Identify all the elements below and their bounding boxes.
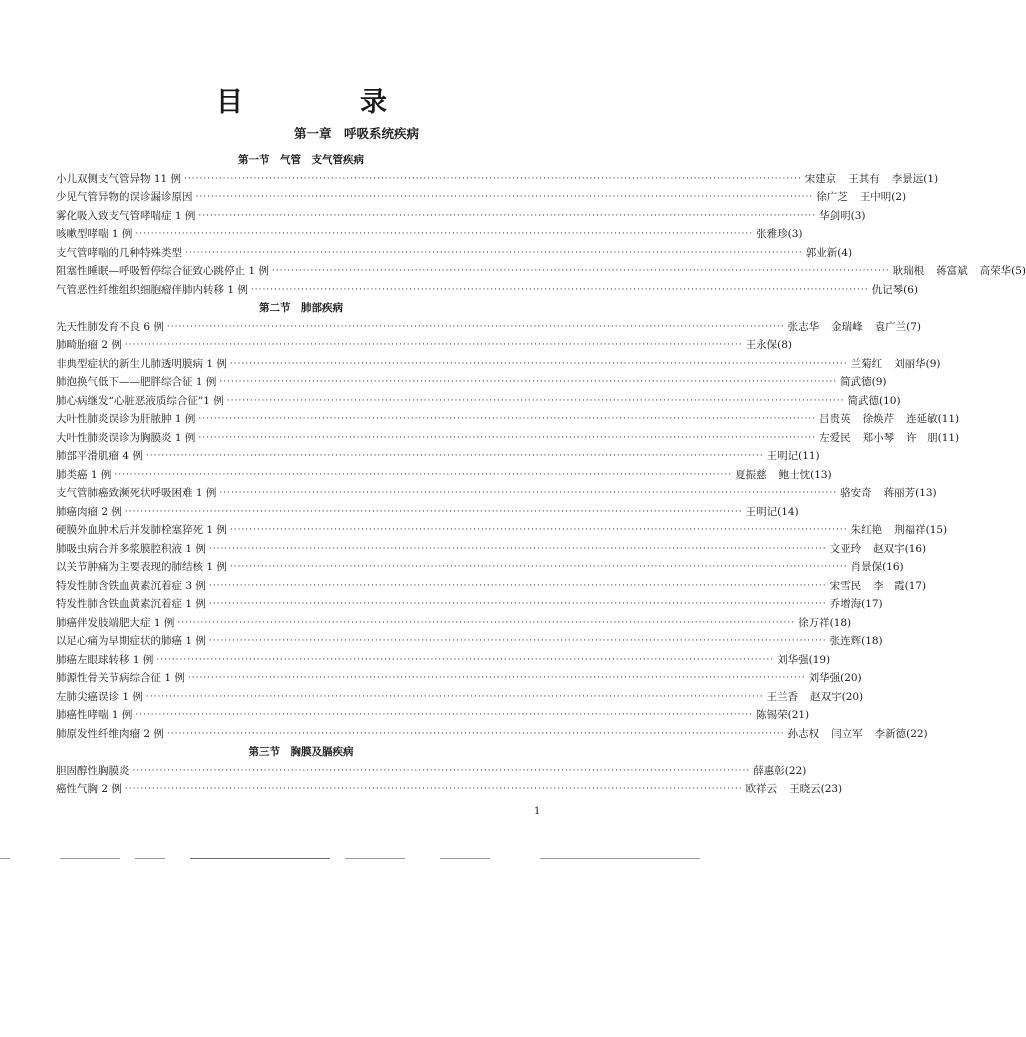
- author-name: 徐万祥(18): [798, 616, 852, 629]
- dot-leader: ································································································································································: [198, 414, 817, 424]
- page-title: [0, 80, 713, 116]
- chapter-heading: 第一章 呼吸系统疾病: [293, 126, 419, 141]
- entry-authors: [819, 429, 959, 448]
- entry-authors: [756, 706, 809, 725]
- toc-entry: [56, 336, 792, 355]
- dot-leader: ································································································································································: [219, 377, 838, 387]
- toc-entry: [56, 484, 937, 503]
- section-heading: 第二节 肺部疾病: [259, 302, 343, 314]
- entry-authors: [830, 632, 883, 651]
- toc-entry: [56, 244, 853, 263]
- entry-authors: [805, 170, 938, 189]
- title-char-2: 录: [360, 87, 387, 118]
- dot-leader: ································································································································································: [145, 691, 764, 702]
- author-name: 袁广兰(7): [874, 320, 921, 333]
- author-name: 刘丽华(9): [894, 357, 941, 370]
- toc-entry: [56, 780, 843, 799]
- author-name: 李景远(1): [891, 172, 939, 185]
- author-name: 骆安奇: [840, 487, 872, 499]
- entry-title: 肺类癌 1 例: [56, 468, 112, 481]
- dot-leader: ································································································································································: [135, 229, 754, 239]
- author-name: 张雅珍(3): [756, 228, 803, 240]
- dot-leader: ································································································································································: [198, 432, 817, 443]
- toc-entry: [56, 762, 807, 781]
- author-name: 王晓云(23): [789, 783, 843, 795]
- entry-title: 先天性肺发育不良 6 例: [56, 320, 164, 333]
- entry-authors: [840, 373, 886, 392]
- toc-entry: [56, 410, 960, 429]
- toc-entry: [56, 577, 927, 596]
- scan-artifact-line: [190, 858, 330, 859]
- entry-authors: [816, 188, 906, 207]
- toc-entry: [56, 632, 883, 651]
- toc-entry: [56, 207, 866, 226]
- dot-leader: ································································································································································: [187, 673, 806, 683]
- entry-authors: [746, 336, 792, 355]
- entry-title: 少见气管异物的误诊漏诊原因: [56, 191, 193, 203]
- entry-title: 咳嗽型哮喘 1 例: [56, 228, 133, 240]
- entry-title: 特发性肺含铁血黄素沉着症 3 例: [56, 579, 206, 592]
- entry-authors: [777, 651, 830, 670]
- author-name: 荆福祥(15): [894, 524, 948, 536]
- author-name: 张志华: [787, 320, 820, 333]
- entry-title: 以关节肿痛为主要表现的肺结核 1 例: [56, 561, 227, 573]
- entry-title: 小儿双侧支气管异物 11 例: [56, 172, 182, 185]
- toc-entry: [56, 706, 810, 725]
- title-char-1: 目: [216, 87, 243, 118]
- entry-authors: [788, 318, 921, 337]
- toc-entry: [56, 614, 852, 633]
- entry-title: 阻塞性睡眠—呼吸暂停综合征致心跳停止 1 例: [56, 265, 269, 277]
- entry-title: 左肺尖癌误诊 1 例: [56, 690, 143, 703]
- toc-entry: [56, 651, 831, 670]
- author-name: 徐广芝: [816, 191, 848, 203]
- author-name: 徐焕芹: [862, 413, 895, 425]
- dot-leader: ································································································································································: [250, 284, 869, 295]
- entry-title: 非典型症状的新生儿肺透明膜病 1 例: [56, 357, 227, 370]
- author-name: 王明记(14): [745, 505, 799, 518]
- entry-title: 肺泡换气低下——肥胖综合征 1 例: [56, 376, 217, 388]
- dot-leader: ································································································································································: [198, 210, 817, 221]
- author-name: 兰菊红: [850, 357, 883, 370]
- scan-artifact-line: [345, 858, 405, 859]
- toc-entry: [56, 355, 941, 374]
- author-name: 薛惠彰(22): [753, 764, 807, 777]
- toc-entry: [56, 540, 927, 559]
- entry-title: 支气管哮喘的几种特殊类型: [56, 246, 182, 259]
- author-name: 简武德(10): [847, 394, 901, 407]
- author-name: 赵双宇(20): [810, 690, 864, 703]
- author-name: 刘华强(19): [777, 653, 831, 666]
- dot-leader: ································································································································································: [185, 247, 803, 258]
- author-name: 耿瑞根: [892, 265, 925, 277]
- toc-entry: [56, 318, 921, 337]
- author-name: 高荣华(5): [979, 265, 1026, 277]
- entry-title: 雾化吸入致支气管哮喘症 1 例: [56, 209, 196, 222]
- entry-title: 肺癌性哮喘 1 例: [56, 709, 133, 721]
- entry-title: 肺原发性纤维肉瘤 2 例: [56, 727, 164, 740]
- dot-leader: ································································································································································: [166, 321, 785, 332]
- entry-title: 肺部平滑肌瘤 4 例: [56, 450, 143, 462]
- author-name: 宋雪民: [829, 579, 862, 592]
- toc-entry: [56, 447, 820, 466]
- toc-entry: [56, 281, 918, 300]
- entry-title: 肺癌伴发肢端肥大症 1 例: [56, 616, 175, 629]
- author-name: 华剑明(3): [819, 209, 866, 222]
- entry-title: 癌性气胸 2 例: [56, 783, 122, 795]
- author-name: 夏振慈: [735, 468, 767, 481]
- entry-title: 肺畸胎瘤 2 例: [56, 339, 122, 351]
- dot-leader: ································································································································································: [135, 710, 754, 720]
- entry-authors: [819, 410, 959, 429]
- entry-authors: [767, 688, 864, 707]
- author-name: 简武德(9): [840, 376, 887, 388]
- entry-authors: [756, 225, 802, 244]
- author-name: 乔增海(17): [829, 598, 883, 610]
- toc-entry: [56, 725, 928, 744]
- section-heading: 第一节 气管 支气管疾病: [238, 154, 364, 166]
- scan-artifact-line: [440, 858, 490, 859]
- toc-entry: [56, 373, 887, 392]
- toc-entry: [56, 521, 948, 540]
- author-name: 王其有: [848, 172, 880, 185]
- entry-title: 大叶性肺炎误诊为肝脓肿 1 例: [56, 413, 196, 425]
- entry-title: 气管恶性纤维组织细胞瘤伴肺内转移 1 例: [56, 283, 248, 296]
- toc-list: [56, 151, 1026, 799]
- author-name: 许 朋(11): [906, 431, 960, 444]
- author-name: 王明记(11): [766, 450, 820, 462]
- entry-authors: [851, 521, 948, 540]
- author-name: 金瑞峰: [831, 320, 863, 333]
- entry-title: 特发性肺含铁血黄素沉着症 1 例: [56, 598, 206, 610]
- section-heading: 第三节 胸膜及膈疾病: [248, 746, 354, 758]
- entry-authors: [893, 262, 1026, 281]
- toc-entry: [56, 558, 904, 577]
- author-name: 蒋丽芳(13): [883, 487, 937, 499]
- entry-authors: [840, 484, 937, 503]
- dot-leader: ································································································································································: [156, 654, 775, 665]
- entry-authors: [830, 595, 883, 614]
- entry-authors: [767, 447, 820, 466]
- entry-authors: [830, 577, 927, 596]
- dot-leader: ································································································································································: [166, 728, 785, 739]
- entry-authors: [809, 669, 862, 688]
- toc-entry: [56, 262, 1026, 281]
- author-name: 王永保(8): [745, 339, 792, 351]
- dot-leader: ································································································································································: [145, 451, 764, 461]
- dot-leader: ································································································································································: [208, 636, 827, 646]
- dot-leader: ································································································································································: [114, 469, 733, 480]
- toc-entry: [56, 595, 883, 614]
- author-name: 郭业新(4): [805, 246, 853, 259]
- author-name: 朱红艳: [850, 524, 883, 536]
- dot-leader: ································································································································································: [229, 358, 848, 369]
- entry-title: 支气管肺癌致濒死状呼吸困难 1 例: [56, 487, 217, 499]
- entry-authors: [872, 281, 918, 300]
- author-name: 王兰香: [766, 690, 799, 703]
- entry-title: 肺源性骨关节病综合征 1 例: [56, 672, 185, 684]
- entry-authors: [806, 244, 852, 263]
- dot-leader: ································································································································································: [208, 599, 827, 609]
- toc-entry: [56, 225, 803, 244]
- toc-entry: [56, 669, 862, 688]
- entry-authors: [830, 540, 927, 559]
- dot-leader: ································································································································································: [124, 784, 743, 794]
- dot-leader: ································································································································································: [229, 525, 848, 535]
- toc-entry: [56, 188, 907, 207]
- author-name: 吕贵英: [819, 413, 851, 425]
- entry-authors: [746, 503, 799, 522]
- entry-title: 肺癌左眼球转移 1 例: [56, 653, 154, 666]
- author-name: 鲍士忱(13): [778, 468, 832, 481]
- entry-title: 硬膜外血肿术后并发肺栓塞猝死 1 例: [56, 524, 227, 536]
- author-name: 郑小琴: [862, 431, 895, 444]
- toc-entry: [56, 392, 901, 411]
- scan-artifact-line: [60, 858, 120, 859]
- entry-authors: [746, 780, 843, 799]
- entry-title: 肺心病继发“心脏恶液质综合征”1 例: [56, 394, 224, 407]
- entry-title: 肺吸虫病合并多浆膜腔积液 1 例: [56, 542, 206, 555]
- entry-authors: [735, 466, 832, 485]
- toc-entry: [56, 466, 832, 485]
- dot-leader: ································································································································································: [208, 580, 827, 591]
- author-name: 孙志权: [787, 727, 820, 740]
- entry-authors: [819, 207, 865, 226]
- dot-leader: ································································································································································: [271, 266, 890, 276]
- dot-leader: ································································································································································: [208, 543, 827, 554]
- entry-title: 大叶性肺炎误诊为胸膜炎 1 例: [56, 431, 196, 444]
- dot-leader: ································································································································································: [177, 617, 796, 628]
- author-name: 仇记琴(6): [871, 283, 918, 296]
- scan-artifact-line: [135, 858, 165, 859]
- entry-title: 胆固醇性胸膜炎: [56, 764, 130, 777]
- author-name: 李 霞(17): [873, 579, 927, 592]
- dot-leader: ································································································································································: [195, 192, 814, 202]
- dot-leader: ································································································································································: [132, 765, 751, 776]
- author-name: 王中明(2): [859, 191, 907, 203]
- author-name: 张连辉(18): [829, 635, 883, 647]
- toc-entry: [56, 503, 799, 522]
- toc-entry: [56, 429, 960, 448]
- author-name: 宋建京: [804, 172, 837, 185]
- author-name: 左爱民: [819, 431, 851, 444]
- entry-authors: [848, 392, 901, 411]
- dot-leader: ································································································································································: [124, 506, 743, 517]
- entry-authors: [788, 725, 928, 744]
- dot-leader: ································································································································································: [226, 395, 845, 406]
- author-name: 欧祥云: [745, 783, 778, 795]
- entry-title: 以足心痛为早期症状的肺癌 1 例: [56, 635, 206, 647]
- author-name: 肖景保(16): [850, 561, 904, 573]
- dot-leader: ································································································································································: [184, 173, 802, 184]
- author-name: 闫立军: [831, 727, 863, 740]
- author-name: 李新德(22): [874, 727, 928, 740]
- toc-entry: [56, 170, 939, 189]
- author-name: 文亚玲: [829, 542, 862, 555]
- dot-leader: ································································································································································: [229, 562, 848, 572]
- author-name: 蒋富斌: [936, 265, 968, 277]
- author-name: 连延敏(11): [906, 413, 960, 425]
- author-name: 赵双宇(16): [873, 542, 927, 555]
- entry-title: 肺癌肉瘤 2 例: [56, 505, 122, 518]
- scan-artifact-line: [0, 858, 10, 859]
- scan-artifact-line: [540, 858, 700, 859]
- entry-authors: [851, 558, 904, 577]
- entry-authors: [851, 355, 941, 374]
- toc-entry: [56, 688, 864, 707]
- author-name: 刘华强(20): [808, 672, 862, 684]
- dot-leader: ································································································································································: [219, 488, 838, 498]
- dot-leader: ································································································································································: [124, 340, 743, 350]
- page-number: 1: [534, 806, 541, 817]
- entry-authors: [798, 614, 851, 633]
- entry-authors: [753, 762, 806, 781]
- author-name: 陈锡荣(21): [756, 709, 810, 721]
